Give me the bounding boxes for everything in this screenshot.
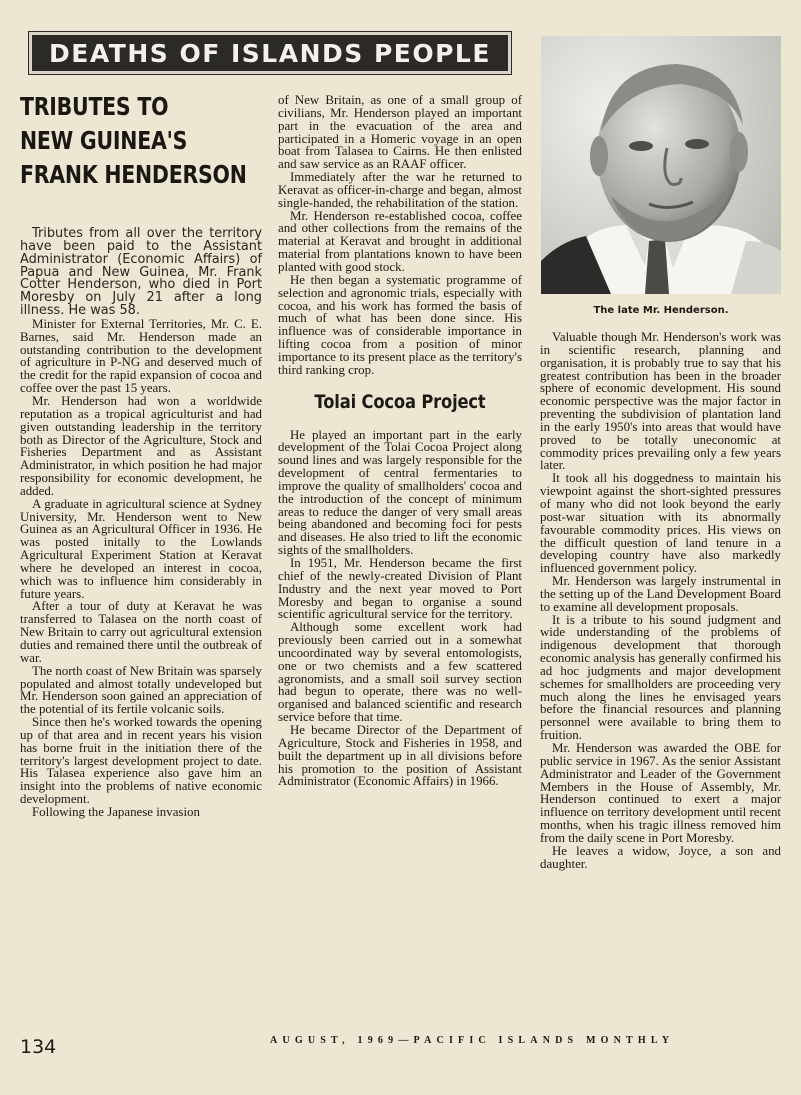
paragraph: In 1951, Mr. Henderson became the first chief of the newly-created Division of Plant Industry and the next year moved to Port Moresby and began to organise a sound scientific agricultural service for the territory. — [278, 556, 522, 622]
headline-line: NEW GUINEA'S — [20, 126, 188, 155]
publication-footer: AUGUST, 1969—PACIFIC ISLANDS MONTHLY — [270, 1035, 675, 1046]
paragraph: Although some excellent work had previously been carried out in a somewhat uncoordinated way by several entomologists, one or two chemists and a few scattered agronomists, and a small soil survey section had begun to operate, there was no well-organised and balanced scientific and research service before that time. — [278, 620, 522, 725]
photo-caption: The late Mr. Henderson. — [593, 305, 729, 316]
portrait-illustration — [541, 36, 781, 294]
paragraph: After a tour of duty at Keravat he was transferred to Talasea on the north coast of New Britain to carry out agricultural extension duties and remained there until the outbreak of war. — [20, 599, 262, 665]
paragraph: It is a tribute to his sound judgment and wide understanding of the problems of indigenous development that thorough economic analysis has generally confirmed his ad hoc judgments and major development schemes for smallholders are proceeding very much along the lines he envisaged years before the financial resources and planning personnel were available to bring them to fruition. — [540, 612, 781, 743]
paragraph: of New Britain, as one of a small group of civilians, Mr. Henderson played an important part in the evacuation of the area and participated in a Homeric voyage in an open boat from Talasea to Cairns. He then enlisted and saw service as an RAAF officer. — [278, 93, 522, 172]
article-standfirst: Tributes from all over the territory have been paid to the Assistant Administrator (Economic Affairs) of Papua and New Guinea, Mr. Frank Cotter Henderson, who died in Port Moresby on July 21 after a long illness. He was 58. — [20, 226, 262, 319]
page-number: 134 — [20, 1036, 57, 1058]
paragraph: Mr. Henderson had won a worldwide reputation as a tropical agriculturist and had given outstanding leadership in the territory both as Director of the Agriculture, Stock and Fisheries Department and as Assistant Administrator, in which position he had major responsibility for economic development, he added. — [20, 393, 262, 498]
paragraph: Mr. Henderson re-established cocoa, coffee and other collections from the remains of the material at Keravat and brought in additional material from plantations known to have been planted with good stock. — [278, 208, 522, 274]
paragraph: He then began a systematic programme of selection and agronomic trials, especially with cocoa, and his work has formed the basis of much of what has been done since. His influence was of considerable importance in lifting cocoa from a position of minor importance to its present place as the territory's third ranking crop. — [278, 272, 522, 377]
portrait-photo — [541, 36, 781, 294]
column-2 — [278, 94, 522, 788]
column-3 — [540, 331, 781, 870]
paragraph: Since then he's worked towards the opening up of that area and in recent years his vision has borne fruit in the initiation there of the territory's largest development project to date. His Talasea experience also gave him an insight into the problems of native economic development. — [20, 715, 262, 807]
headline-line: FRANK HENDERSON — [20, 160, 247, 189]
paragraph: Following the Japanese invasion — [32, 804, 200, 819]
headline-line: TRIBUTES TO — [20, 92, 169, 121]
section-banner: DEATHS OF ISLANDS PEOPLE — [29, 32, 511, 74]
paragraph: Mr. Henderson was largely instrumental in the setting up of the Land Development Board to examine all development proposals. — [540, 574, 781, 614]
subheading: Tolai Cocoa Project — [314, 390, 486, 413]
paragraph: He played an important part in the early development of the Tolai Cocoa Project along sound lines and was largely responsible for the development of central fermentaries to improve the quality of smallholders' cocoa and the introduction of the concept of minimum areas to reduce the danger of very small areas being abandoned and becoming foci for pests and diseases. He also tried to lift the economic sights of the smallholders. — [278, 427, 522, 558]
column-1-body — [20, 318, 262, 819]
paragraph: He became Director of the Department of Agriculture, Stock and Fisheries in 1958, and built the department up in all divisions before his promotion to the position of Assistant Administrator (Economic Affairs) in 1966. — [278, 722, 522, 789]
paragraph: The north coast of New Britain was sparsely populated and almost totally undeveloped but Mr. Henderson soon gained an appreciation of the potential of its fertile volcanic soils. — [20, 663, 262, 717]
paragraph: He leaves a widow, Joyce, a son and daughter. — [540, 843, 781, 871]
column-1 — [20, 90, 262, 819]
paragraph: Valuable though Mr. Henderson's work was in scientific research, planning and organisation, it is probably true to say that his greatest contribution has been in the broader sphere of economic development. His sound economic perspective was the major factor in preventing the subdivision of plantation land in the early 1950's into areas that would have proved to be totally uneconomic at commodity prices prevailing only a few years later. — [540, 330, 781, 473]
paragraph: Minister for External Territories, Mr. C. E. Barnes, said Mr. Henderson made an outstanding contribution to the development of agriculture in P-NG and deserved much of the credit for the rapid expansion of cocoa and coffee over the past 15 years. — [20, 316, 262, 396]
article-headline — [20, 90, 266, 192]
paragraph: Immediately after the war he returned to Keravat as officer-in-charge and began, almost single-handed, the rehabilitation of the station. — [278, 170, 522, 210]
paragraph: It took all his doggedness to maintain his viewpoint against the short-sighted pressures of many who did not look beyond the early post-war situation with its abnormally favourable commodity prices. His views on the difficult question of land tenure in a developing country have also markedly influenced government policy. — [540, 471, 781, 576]
paragraph: Mr. Henderson was awarded the OBE for public service in 1967. As the senior Assistant Administrator and Leader of the Government Members in the House of Assembly, Mr. Henderson continued to exert a major influence on territory development until recent months, when his tragic illness removed him from the daily scene in Port Moresby. — [540, 741, 781, 845]
paragraph: A graduate in agricultural science at Sydney University, Mr. Henderson went to New Guinea as an Agricultural Officer in 1936. He was posted initally to the Lowlands Agricultural Experiment Station at Keravat where he developed an interest in cocoa, which was to influence him considerably in future years. — [20, 496, 262, 601]
